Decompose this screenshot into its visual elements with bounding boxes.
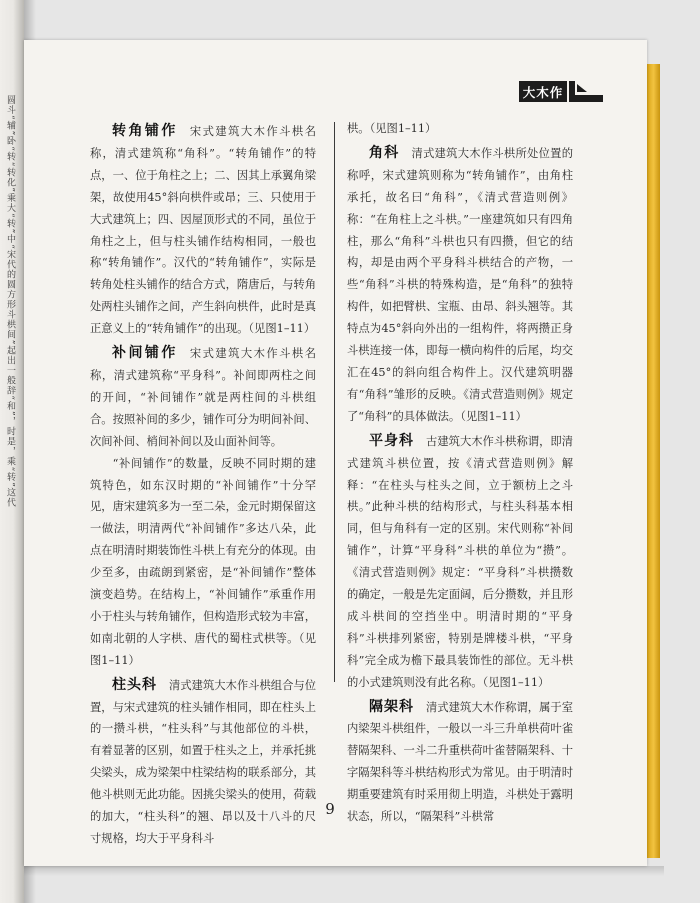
column-divider [334, 122, 335, 682]
text-column-right [347, 118, 573, 828]
section-header-tab: 大木作 [519, 81, 567, 102]
entry-bujian-paragraph-2: “补间铺作”的数量，反映不同时期的建筑特色，如东汉时期的“补间铺作”十分罕见，唐宋建筑多为一至二朵，金元时期保留这一做法，明清两代“补间铺作”多达八朵，此点在明清时期装饰性斗栱上有充分的体现。由少至多，由疏朗到紧密，是“补间铺作”整体演变趋势。在结构上，“补间铺作”承重作用小于柱头与转角铺作，但构造形式较为丰富，如南北朝的人字栱、唐代的蜀柱式栱等。（见图1–11） [90, 456, 316, 667]
entry-term: 转角铺作 [112, 123, 178, 139]
entry-zhutou-continuation: 栱。（见图1–11） [347, 122, 437, 135]
left-page-edge [0, 0, 24, 903]
book-cover-edge [647, 64, 660, 858]
header-arrow-icon [569, 81, 603, 102]
entry-term: 隔架科 [369, 698, 415, 715]
entry-term: 平身科 [369, 432, 415, 449]
entry-body: 宋式建筑大木作斗栱名称，清式建筑称“平身科”。补间即两柱之间的开间，“补间铺作”就是两柱间的斗栱组合。按照补间的多少，铺作可分为明间补间、次间补间、梢间补间以及山面补间等。 [90, 347, 316, 448]
entry-body: 清式建筑大木作称谓，属于室内梁架斗栱组件，一般以一斗三升单栱荷叶雀替隔架科、一斗二升重栱荷叶雀替隔架科、十字隔架科等斗栱结构形式为常见。由于明清时期重要建筑有时采用彻上明造，斗栱处于露明状态，所以，“隔架科”斗栱常 [347, 700, 573, 824]
page-number: 9 [325, 800, 335, 818]
entry-body: 宋式建筑大木作斗栱名称，清式建筑称“角科”。“转角铺作”的特点，一、位于角柱之上；二、因其上承翼角梁架，故使用45°斜向栱件或昂；三、只使用于大式建筑上；四、因屋顶形式的不同，虽位于角柱之上，但与柱头铺作结构相同，一般也称“转角铺作”。汉代的“转角铺作”，实际是转角处柱头铺作的结合方式，隋唐后，与转角处两柱头铺作之间，产生斜向栱件，此时是真正意义上的“转角铺作”的出现。（见图1–11） [90, 125, 316, 336]
entry-body: 清式建筑大木作斗栱所处位置的称呼，宋式建筑则称为“转角铺作”，由角柱承托，故名曰“角科”，《清式营造则例》称：“在角柱上之斗栱。”一座建筑如只有四角柱，那么“角科”斗栱也只有四攒，但它的结构，却是由两个平身科斗栱结合的产物，一些“角科”斗栱的特殊构造，是“角科”的独特构件，如把臂栱、宝瓶、由昂、斜头翘等。其特点为45°斜向外出的一组构件，将两攒正身斗栱连接一体，即每一横向构件的后尾，均交汇在45°的斜向组合构件上。汉代建筑明器有“角科”雏形的反映。《清式营造则例》规定了“角科”的具体做法。（见图1–11） [347, 146, 573, 423]
entry-bujian-puzuo [90, 343, 316, 453]
entry-term: 补间铺作 [112, 345, 178, 362]
entry-gejia-ke [347, 697, 573, 828]
entry-term: 柱头科 [112, 676, 158, 693]
text-column-left [90, 118, 316, 850]
entry-body: 古建筑大木作斗栱称谓，即清式建筑斗栱位置，按《清式营造则例》解释：“在柱头与柱头之间，立于额枋上之斗栱。”此种斗栱的结构形式，与柱头科基本相同，但与角科有一定的区别。宋代则称“补间铺作”，计算“平身科”斗栱的单位为“攒”。《清式营造则例》规定：“平身科”斗栱攒数的确定，一般是先定面阔，后分攒数，并且形成斗栱间的空挡坐中。明清时期的“平身科”斗栱排列紧密，特别是牌楼斗栱，“平身科”完全成为檐下最具装饰性的部位。无斗栱的小式建筑则没有此名称。（见图1–11） [347, 434, 573, 689]
entry-jiao-ke [347, 143, 573, 428]
entry-term: 角科 [369, 144, 400, 161]
entry-pingshen-ke [347, 431, 573, 694]
entry-zhuanjiao-puzuo [90, 121, 316, 340]
entry-body: 清式建筑大木作斗栱组合与位置，与宋式建筑的柱头铺作相同，即在柱头上的一攒斗栱，“柱头科”与其他部位的斗栱，有着显著的区别，如置于柱头之上，并承托挑尖梁头，成为梁架中柱梁结构的联系部分，其他斗栱则无此功能。因挑尖梁头的使用，荷载的加大，“柱头科”的翘、昂以及十八斗的尺寸规格，均大于平身科斗 [90, 678, 316, 845]
entry-zhutou-ke [90, 675, 316, 850]
page-shadow [24, 866, 664, 876]
left-page-text-sliver: 圆斗“辅”卧“转“转化”乘大“转”中“宋代的圆方形斗栱间”起出一般辞“和”，时是，乘“转”这代 [5, 95, 15, 508]
